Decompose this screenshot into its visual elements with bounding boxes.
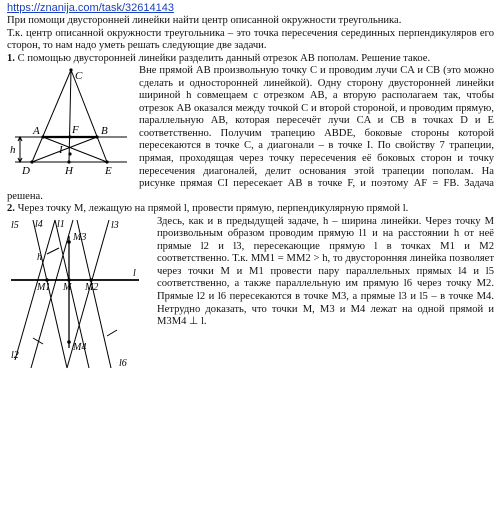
label-m: M (63, 281, 72, 293)
step1-heading-text: С помощью двусторонней линейки разделить данный отрезок AB пополам. Решение такое. (17, 52, 431, 64)
step1-body: Вне прямой AB произвольную точку C и проводим лучи CA и CB (это можно сделать и односторонней линейкой). Одну сторону двусторонней линейки шириной h совмещаем с отрезком AB, а вторую располагаем так, чтобы отрезок AB оказался между точкой C и второй стороной, и проводим прямую, параллельную AB, которая пересечёт лучи CA и CB в точках D и E соответственно. Получим трапецию ABDE, боковые стороны которой пересекаются в точке C, а диагонали – в точке I. По свойству 7 трапеции, прямая, проходящая через точку пересечения её боковых сторон и точку пересечения диагоналей, делит основания этой трапеции пополам. На рисунке прямая CI пересекает AB в точке F, и поэтому AF = FB. Задача решена. (7, 65, 494, 202)
step1-heading (7, 53, 494, 66)
label-l6: l6 (119, 357, 127, 369)
label-m2: M2 (85, 281, 99, 293)
label-l5: l5 (11, 219, 19, 231)
label-d: D (22, 165, 30, 178)
label-c: C (75, 70, 83, 83)
perpendicular-figure (7, 218, 149, 370)
label-e: E (105, 165, 112, 178)
label-b: B (101, 125, 108, 138)
step2-number: 2. (7, 203, 15, 215)
label-h: h (10, 144, 16, 157)
source-link[interactable]: https://znanija.com/task/32614143 (7, 2, 174, 14)
label-m3: M3 (73, 231, 87, 243)
task-statement: При помощи двусторонней линейки найти центр описанной окружности треугольника. (7, 15, 402, 26)
step2-body: Здесь, как и в предыдущей задаче, h – ширина линейки. Через точку M произвольным образом проводим прямую l1 и на расстоянии h от неё прямые l2 и l3, пересекающие прямую l в точках M1 и M2 соответственно. Т.к. MM1 = MM2 > h, то двусторонняя линейка позволяет через точки M и M1 провести пару параллельных прямых l4 и l5 соответственно, а также параллельную им прямую l6 через точку M2. Прямые l2 и l6 пересекаются в точке M3, а прямые l3 и l5 – в точке M4. Нетрудно доказать, что точки M, M3 и M4 лежат на одной прямой и M3M4 ⊥ l. (157, 215, 494, 328)
label-a: A (33, 125, 40, 138)
step2-heading-text: Через точку M, лежащую на прямой l, провести прямую, перпендикулярную прямой l. (17, 203, 409, 215)
label-i: I (59, 144, 63, 157)
label-f: F (72, 124, 79, 137)
label-l1: l1 (57, 218, 65, 230)
step1-number: 1. (7, 52, 15, 64)
intro-paragraph: Т.к. центр описанной окружности треугольника – это точка пересечения серединных перпендикуляров его сторон, то нам надо уметь решать следующие две задачи. (7, 27, 494, 52)
label-l: l (133, 267, 136, 279)
label-h-top: h (37, 251, 42, 263)
step2-heading (7, 203, 494, 216)
label-l3: l3 (111, 219, 119, 231)
label-m4: M4 (73, 341, 87, 353)
label-l4: l4 (35, 218, 43, 230)
label-l2: l2 (11, 349, 19, 361)
label-m1: M1 (37, 281, 51, 293)
label-h-point: H (65, 165, 73, 178)
trapezoid-figure (7, 66, 131, 178)
